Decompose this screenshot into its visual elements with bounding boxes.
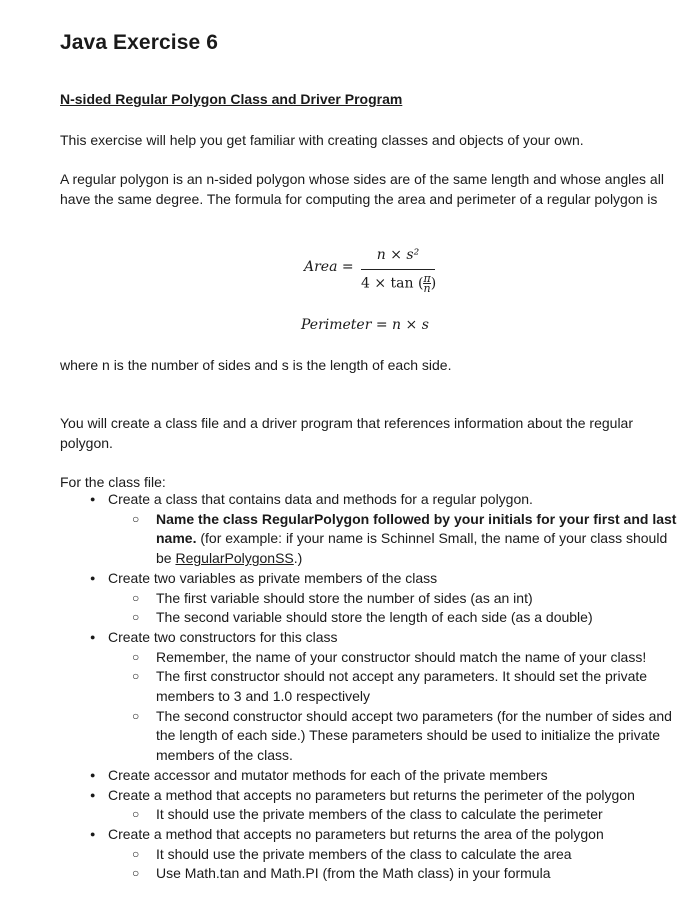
- bullet-text: Create a method that accepts no parameters but returns the area of the polygon: [108, 825, 604, 842]
- sub-list-item: ○ The first constructor should not accept any parameters. It should set the private members to 3 and 1.0 respectively: [108, 667, 685, 706]
- bullet-text: Create two variables as private members of the class: [108, 569, 438, 586]
- bullet-text: Create two constructors for this class: [108, 628, 338, 645]
- sub-list-item: ○ The second constructor should accept two parameters (for the number of sides and the length of each side.) These parameters should be used to initialize the private members of the class.: [108, 707, 685, 766]
- bullet-text: Create accessor and mutator methods for each of the private members: [108, 766, 548, 783]
- list-item: [60, 825, 685, 884]
- list-item: [60, 628, 685, 766]
- definition-paragraph: A regular polygon is an n-sided polygon whose sides are of the same length and whose angles all have the same degree. The formula for computing the area and perimeter of a regular polygon is: [60, 171, 664, 207]
- pi-symbol: π: [423, 272, 431, 285]
- class-file-heading: For the class file:: [60, 474, 166, 490]
- sub-list-item: ○ The first variable should store the number of sides (as an int): [108, 589, 685, 609]
- sub-list: [108, 805, 685, 825]
- sub-list-item: ○ It should use the private members of the class to calculate the area: [108, 845, 685, 865]
- list-item: [60, 569, 685, 628]
- bullet-text: .): [293, 550, 303, 567]
- list-item: [60, 766, 685, 786]
- bold-instruction: Name the class RegularPolygon followed by your initials for your first and last name.: [156, 510, 677, 547]
- n-symbol: n: [423, 282, 431, 295]
- bullet-text: Create a class that contains data and methods for a regular polygon.: [108, 491, 533, 507]
- task-paragraph: You will create a class file and a driver program that references information about the regular polygon.: [60, 415, 634, 451]
- sub-list: [108, 510, 685, 569]
- bullet-text: (for example: if your name is Schinnel Small, the name of your class should be: [156, 530, 668, 567]
- sub-list-item: ○ It should use the private members of the class to calculate the perimeter: [108, 805, 685, 825]
- requirements-list: [60, 490, 685, 884]
- sub-list: [108, 648, 685, 766]
- list-item: [60, 490, 685, 569]
- area-numerator: n × s²: [376, 247, 420, 263]
- page-title: Java Exercise 6: [60, 31, 218, 54]
- area-denominator: [361, 274, 437, 293]
- sub-list-item: ○ Remember, the name of your constructor should match the name of your class!: [108, 648, 685, 668]
- sub-list: [108, 845, 685, 884]
- bullet-text: Create a method that accepts no parameters but returns the perimeter of the polygon: [108, 786, 635, 803]
- sub-list-item: ○ Use Math.tan and Math.PI (from the Math class) in your formula: [108, 864, 685, 884]
- list-item: [60, 786, 685, 825]
- denominator-prefix: 4 × tan (: [361, 275, 424, 292]
- sub-list-item: [108, 510, 685, 569]
- denominator-suffix: ): [430, 275, 437, 292]
- section-subtitle: N-sided Regular Polygon Class and Driver Program: [60, 91, 403, 107]
- sub-list: [108, 589, 685, 628]
- intro-paragraph: This exercise will help you get familiar with creating classes and objects of your own.: [60, 132, 584, 148]
- example-class-name: RegularPolygonSS: [175, 550, 294, 567]
- sub-list-item: ○ The second variable should store the length of each side (as a double): [108, 608, 685, 628]
- area-label: Area =: [304, 259, 354, 275]
- perimeter-formula: Perimeter = n × s: [301, 317, 429, 333]
- fraction-bar: [361, 269, 435, 270]
- where-paragraph: where n is the number of sides and s is the length of each side.: [60, 357, 452, 373]
- pi-over-n: [423, 274, 430, 293]
